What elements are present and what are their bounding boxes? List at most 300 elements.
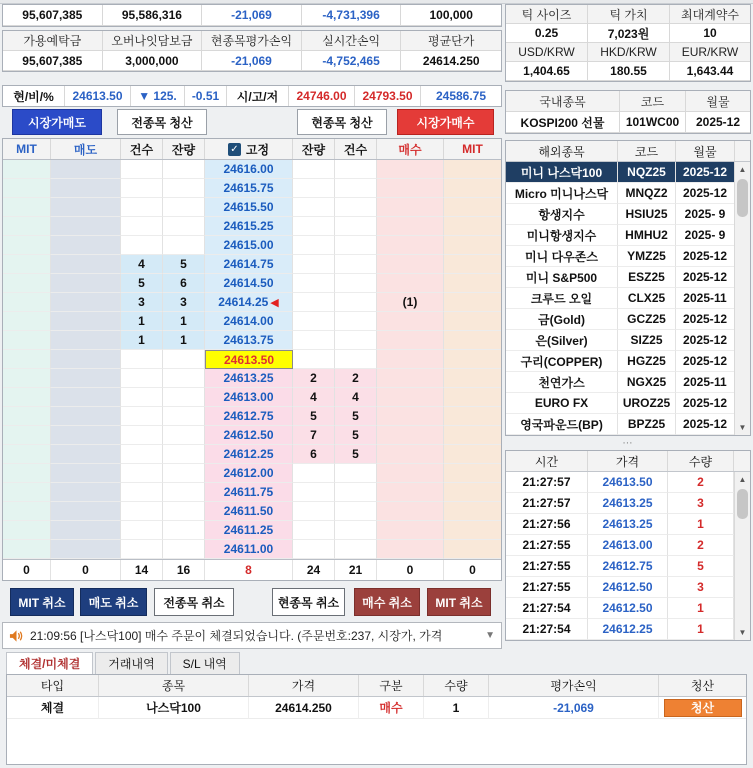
- eurkrw-value: 1,643.44: [670, 62, 750, 81]
- price-change-pct: -0.51: [185, 86, 227, 106]
- panel-splitter-handle[interactable]: ⋯: [622, 437, 634, 449]
- dom-cell-sell[interactable]: [51, 350, 121, 369]
- dom-cell-buy[interactable]: [377, 236, 444, 255]
- dom-cell-count-sell[interactable]: [121, 464, 163, 483]
- dom-cell-qty-sell[interactable]: [163, 160, 205, 179]
- dom-cell-buy[interactable]: [377, 407, 444, 426]
- dom-cell-price[interactable]: 24612.50: [205, 426, 293, 445]
- dom-cell-count-buy[interactable]: [335, 179, 377, 198]
- dom-cell-count-sell[interactable]: [121, 350, 163, 369]
- dom-cell-mit-buy[interactable]: [444, 217, 501, 236]
- dom-cell-qty-buy[interactable]: [293, 160, 335, 179]
- dom-cell-sell[interactable]: [51, 217, 121, 236]
- trade-time: 21:27:55: [506, 535, 588, 556]
- dom-cell-count-sell[interactable]: [121, 521, 163, 540]
- liquidate-position-button[interactable]: 청산: [664, 699, 742, 717]
- time-sales-table: [505, 450, 751, 641]
- dom-cell-count-sell[interactable]: [121, 198, 163, 217]
- scroll-up-icon[interactable]: ▲: [738, 165, 747, 174]
- account-detail-table: [2, 30, 502, 72]
- dom-cell-qty-sell[interactable]: [163, 198, 205, 217]
- dom-cell-mit-sell[interactable]: [3, 407, 51, 426]
- dom-cell-buy[interactable]: [377, 179, 444, 198]
- dom-cell-mit-sell[interactable]: [3, 502, 51, 521]
- time-sales-row: [506, 493, 750, 514]
- overseas-month: 2025-12: [676, 393, 735, 414]
- dom-cell-count-buy[interactable]: 5: [335, 407, 377, 426]
- dom-cell-mit-buy[interactable]: [444, 483, 501, 502]
- dom-price-row: [3, 426, 501, 445]
- dom-cell-qty-buy[interactable]: [293, 331, 335, 350]
- dom-cell-qty-buy[interactable]: [293, 236, 335, 255]
- dom-cell-buy[interactable]: [377, 217, 444, 236]
- dom-cell-mit-buy[interactable]: [444, 350, 501, 369]
- overseas-name: 구리(COPPER): [506, 351, 618, 372]
- overseas-scrollbar[interactable]: [734, 162, 750, 435]
- dom-cell-qty-sell[interactable]: [163, 350, 205, 369]
- dom-cell-qty-sell[interactable]: [163, 483, 205, 502]
- dom-cell-buy[interactable]: [377, 483, 444, 502]
- dom-cell-mit-buy[interactable]: [444, 198, 501, 217]
- dom-cell-count-buy[interactable]: [335, 312, 377, 331]
- dom-price-row: [3, 350, 501, 369]
- status-bar: [2, 622, 502, 649]
- dom-cell-buy[interactable]: [377, 464, 444, 483]
- dom-cell-count-sell[interactable]: [121, 236, 163, 255]
- month-header: 월물: [686, 91, 750, 112]
- execution-arrow-icon: ◀: [270, 296, 279, 309]
- dom-cell-mit-sell[interactable]: [3, 198, 51, 217]
- dom-cell-count-buy[interactable]: [335, 255, 377, 274]
- dom-cell-sell[interactable]: [51, 483, 121, 502]
- dom-cell-price[interactable]: 24614.50: [205, 274, 293, 293]
- dom-cell-mit-buy[interactable]: [444, 312, 501, 331]
- dom-cell-price[interactable]: 24613.50: [205, 350, 293, 369]
- dom-cell-buy[interactable]: [377, 198, 444, 217]
- dom-cell-count-buy[interactable]: [335, 331, 377, 350]
- overseas-row[interactable]: [506, 183, 750, 204]
- trade-price: 24612.50: [588, 598, 668, 619]
- sell-cancel-button[interactable]: 매도 취소: [80, 588, 147, 616]
- dom-cell-mit-sell[interactable]: [3, 236, 51, 255]
- fill-row: [7, 697, 746, 719]
- total-mit-sell: 0: [3, 560, 51, 580]
- dom-cell-price[interactable]: 24615.25: [205, 217, 293, 236]
- dom-cell-mit-buy[interactable]: [444, 502, 501, 521]
- dom-cell-mit-buy[interactable]: [444, 255, 501, 274]
- dom-cell-count-buy[interactable]: [335, 274, 377, 293]
- all-cancel-button[interactable]: 전종목 취소: [154, 588, 234, 616]
- dom-cell-count-buy[interactable]: 4: [335, 388, 377, 407]
- dom-cell-qty-sell[interactable]: 1: [163, 331, 205, 350]
- dom-cell-qty-buy[interactable]: [293, 312, 335, 331]
- dom-cell-qty-buy[interactable]: [293, 255, 335, 274]
- dom-cell-buy[interactable]: [377, 445, 444, 464]
- dom-cell-count-sell[interactable]: 1: [121, 312, 163, 331]
- dom-cell-mit-buy[interactable]: [444, 179, 501, 198]
- column-header: 평균단가: [401, 31, 501, 51]
- dom-cell-price[interactable]: 24616.00: [205, 160, 293, 179]
- dom-cell-qty-sell[interactable]: [163, 179, 205, 198]
- overseas-name: 미니 S&P500: [506, 267, 618, 288]
- current-cancel-button[interactable]: 현종목 취소: [272, 588, 345, 616]
- dom-cell-qty-sell[interactable]: 6: [163, 274, 205, 293]
- column-header: 현종목평가손익: [202, 31, 302, 51]
- overseas-row[interactable]: [506, 330, 750, 351]
- dom-cell-buy[interactable]: [377, 369, 444, 388]
- dom-cell-sell[interactable]: [51, 331, 121, 350]
- dom-cell-qty-sell[interactable]: [163, 521, 205, 540]
- dom-cell-qty-buy[interactable]: [293, 540, 335, 559]
- overseas-row[interactable]: [506, 372, 750, 393]
- overseas-row[interactable]: [506, 225, 750, 246]
- dom-cell-buy[interactable]: [377, 426, 444, 445]
- dom-cell-price[interactable]: 24614.25 ◀: [205, 293, 293, 312]
- dom-cell-count-buy[interactable]: 2: [335, 369, 377, 388]
- market-sell-button[interactable]: 시장가매도: [12, 109, 102, 135]
- dom-cell-mit-buy[interactable]: [444, 540, 501, 559]
- dom-cell-qty-sell[interactable]: [163, 388, 205, 407]
- dom-cell-mit-sell[interactable]: [3, 350, 51, 369]
- overseas-name: 미니 다우존스: [506, 246, 618, 267]
- dom-cell-buy[interactable]: [377, 312, 444, 331]
- dom-cell-sell[interactable]: [51, 293, 121, 312]
- dom-cell-qty-sell[interactable]: [163, 407, 205, 426]
- dom-cell-count-buy[interactable]: [335, 502, 377, 521]
- dom-cell-buy[interactable]: [377, 350, 444, 369]
- dom-cell-price[interactable]: 24611.25: [205, 521, 293, 540]
- dom-cell-count-buy[interactable]: [335, 217, 377, 236]
- dom-cell-mit-buy[interactable]: [444, 388, 501, 407]
- dom-cell-buy[interactable]: [377, 331, 444, 350]
- dom-cell-buy[interactable]: [377, 274, 444, 293]
- trade-qty: 5: [668, 556, 734, 577]
- dom-cell-price[interactable]: 24612.00: [205, 464, 293, 483]
- dom-cell-sell[interactable]: [51, 312, 121, 331]
- dom-cell-price[interactable]: 24614.00: [205, 312, 293, 331]
- overseas-name: EURO FX: [506, 393, 618, 414]
- dom-cell-mit-sell[interactable]: [3, 312, 51, 331]
- dom-price-row: [3, 331, 501, 350]
- dom-cell-sell[interactable]: [51, 407, 121, 426]
- dom-cell-price[interactable]: 24615.75: [205, 179, 293, 198]
- account-value: -21,069: [202, 51, 302, 71]
- scroll-down-icon[interactable]: ▼: [738, 423, 747, 432]
- dom-price-row: [3, 521, 501, 540]
- overseas-code: YMZ25: [618, 246, 676, 267]
- dom-cell-mit-sell[interactable]: [3, 160, 51, 179]
- dom-cell-count-sell[interactable]: [121, 426, 163, 445]
- trade-qty: 2: [668, 535, 734, 556]
- status-dropdown-icon[interactable]: ▼: [485, 630, 495, 641]
- dom-cell-qty-sell[interactable]: [163, 502, 205, 521]
- dom-cell-mit-sell[interactable]: [3, 426, 51, 445]
- overseas-name: 미니 나스닥100: [506, 162, 618, 183]
- dom-cell-qty-sell[interactable]: [163, 445, 205, 464]
- dom-cell-sell[interactable]: [51, 274, 121, 293]
- dom-cell-sell[interactable]: [51, 255, 121, 274]
- dom-cell-mit-buy[interactable]: [444, 331, 501, 350]
- dom-cell-mit-sell[interactable]: [3, 540, 51, 559]
- dom-cell-count-buy[interactable]: [335, 483, 377, 502]
- dom-cell-count-sell[interactable]: [121, 179, 163, 198]
- dom-cell-qty-buy[interactable]: 2: [293, 369, 335, 388]
- dom-cell-price[interactable]: 24611.00: [205, 540, 293, 559]
- dom-cell-mit-sell[interactable]: [3, 331, 51, 350]
- dom-cell-sell[interactable]: [51, 426, 121, 445]
- dom-cell-buy[interactable]: [377, 502, 444, 521]
- dom-cell-price[interactable]: 24613.00: [205, 388, 293, 407]
- dom-cell-qty-buy[interactable]: [293, 274, 335, 293]
- trade-qty: 2: [668, 472, 734, 493]
- dom-cell-price[interactable]: 24614.75: [205, 255, 293, 274]
- dom-cell-count-buy[interactable]: [335, 293, 377, 312]
- dom-cell-mit-sell[interactable]: [3, 388, 51, 407]
- overseas-row[interactable]: [506, 246, 750, 267]
- account-value: 3,000,000: [103, 51, 203, 71]
- fill-price: 24614.250: [249, 697, 359, 719]
- tab-sl[interactable]: S/L 내역: [170, 652, 240, 674]
- scroll-up-icon[interactable]: ▲: [738, 475, 747, 484]
- dom-cell-qty-buy[interactable]: 5: [293, 407, 335, 426]
- mit-cancel-sell-button[interactable]: MIT 취소: [10, 588, 74, 616]
- dom-cell-price[interactable]: 24611.75: [205, 483, 293, 502]
- overseas-name: 크루드 오일: [506, 288, 618, 309]
- dom-cell-count-sell[interactable]: [121, 407, 163, 426]
- dom-cell-price[interactable]: 24611.50: [205, 502, 293, 521]
- dom-cell-qty-buy[interactable]: [293, 521, 335, 540]
- dom-cell-count-sell[interactable]: [121, 160, 163, 179]
- dom-cell-count-sell[interactable]: [121, 369, 163, 388]
- dom-cell-count-sell[interactable]: 3: [121, 293, 163, 312]
- trade-price: 24612.75: [588, 556, 668, 577]
- dom-cell-price[interactable]: 24615.00: [205, 236, 293, 255]
- dom-cell-sell[interactable]: [51, 236, 121, 255]
- overseas-row[interactable]: [506, 351, 750, 372]
- liquidate-current-button[interactable]: 현종목 청산: [297, 109, 387, 135]
- domestic-month: 2025-12: [686, 112, 750, 133]
- dom-cell-sell[interactable]: [51, 179, 121, 198]
- dom-cell-qty-sell[interactable]: [163, 540, 205, 559]
- dom-cell-mit-sell[interactable]: [3, 483, 51, 502]
- dom-cell-price[interactable]: 24612.25: [205, 445, 293, 464]
- hkdkrw-header: HKD/KRW: [588, 43, 670, 62]
- dom-price-row: [3, 369, 501, 388]
- dom-cell-qty-buy[interactable]: [293, 293, 335, 312]
- dom-cell-sell[interactable]: [51, 369, 121, 388]
- dom-cell-mit-buy[interactable]: [444, 445, 501, 464]
- dom-cell-qty-sell[interactable]: 5: [163, 255, 205, 274]
- time-sales-row: [506, 577, 750, 598]
- dom-cell-qty-buy[interactable]: [293, 217, 335, 236]
- dom-cell-qty-sell[interactable]: [163, 426, 205, 445]
- dom-cell-buy[interactable]: [377, 160, 444, 179]
- summary-value: -4,731,396: [302, 5, 402, 26]
- price-header: 가격: [249, 675, 359, 696]
- buy-cancel-button[interactable]: 매수 취소: [354, 588, 420, 616]
- dom-cell-qty-buy[interactable]: 7: [293, 426, 335, 445]
- dom-cell-count-sell[interactable]: [121, 445, 163, 464]
- overseas-row[interactable]: [506, 162, 750, 183]
- scroll-down-icon[interactable]: ▼: [738, 628, 747, 637]
- dom-cell-count-buy[interactable]: 5: [335, 445, 377, 464]
- dom-cell-mit-sell[interactable]: [3, 464, 51, 483]
- quote-summary-row: [2, 85, 502, 107]
- summary-value: 95,586,316: [103, 5, 203, 26]
- dom-cell-count-buy[interactable]: [335, 521, 377, 540]
- type-header: 타입: [7, 675, 99, 696]
- mit-cancel-buy-button[interactable]: MIT 취소: [427, 588, 491, 616]
- trade-qty: 1: [668, 598, 734, 619]
- trade-price: 24612.25: [588, 619, 668, 640]
- dom-cell-mit-buy[interactable]: [444, 426, 501, 445]
- dom-cell-mit-buy[interactable]: [444, 293, 501, 312]
- overseas-row[interactable]: [506, 393, 750, 414]
- bottom-tab-bar: [6, 652, 240, 674]
- dom-cell-qty-buy[interactable]: [293, 502, 335, 521]
- dom-cell-qty-sell[interactable]: [163, 217, 205, 236]
- dom-cell-mit-sell[interactable]: [3, 255, 51, 274]
- order-button-row: [2, 109, 502, 136]
- dom-cell-buy[interactable]: [377, 255, 444, 274]
- dom-cell-price[interactable]: 24615.50: [205, 198, 293, 217]
- total-qty-sell: 16: [163, 560, 205, 580]
- price-change: ▼ 125.: [131, 86, 185, 106]
- dom-cell-buy[interactable]: [377, 521, 444, 540]
- fixed-checkbox[interactable]: ✓: [228, 143, 241, 156]
- dom-price-row: [3, 236, 501, 255]
- total-count-sell: 14: [121, 560, 163, 580]
- dom-cell-sell[interactable]: [51, 160, 121, 179]
- dom-cell-count-buy[interactable]: [335, 464, 377, 483]
- overseas-row[interactable]: [506, 414, 750, 435]
- quote-label-ohl: 시/고/저: [227, 86, 289, 106]
- time-sales-scrollbar[interactable]: [734, 472, 750, 640]
- dom-cell-sell[interactable]: [51, 502, 121, 521]
- dom-cell-sell[interactable]: [51, 521, 121, 540]
- dom-cell-qty-sell[interactable]: 3: [163, 293, 205, 312]
- qty-header: 잔량: [163, 139, 205, 159]
- scrollbar-thumb[interactable]: [737, 179, 748, 217]
- market-buy-button[interactable]: 시장가매수: [397, 109, 494, 135]
- dom-price-row: [3, 274, 501, 293]
- dom-cell-buy[interactable]: [377, 388, 444, 407]
- dom-cell-mit-buy[interactable]: [444, 464, 501, 483]
- dom-cell-qty-sell[interactable]: [163, 464, 205, 483]
- dom-cell-sell[interactable]: [51, 445, 121, 464]
- dom-cell-price[interactable]: 24612.75: [205, 407, 293, 426]
- dom-cell-sell[interactable]: [51, 198, 121, 217]
- trade-qty: 1: [668, 619, 734, 640]
- dom-cell-qty-buy[interactable]: [293, 198, 335, 217]
- dom-cell-count-buy[interactable]: [335, 160, 377, 179]
- dom-cell-count-sell[interactable]: [121, 217, 163, 236]
- dom-price-row: [3, 312, 501, 331]
- overseas-symbol-table: [505, 140, 751, 436]
- tab-fills[interactable]: 체결/미체결: [6, 652, 93, 674]
- dom-cell-qty-buy[interactable]: [293, 350, 335, 369]
- dom-cell-mit-sell[interactable]: [3, 274, 51, 293]
- scrollbar-spacer: [735, 141, 750, 161]
- dom-cell-mit-buy[interactable]: [444, 274, 501, 293]
- dom-cell-qty-sell[interactable]: [163, 369, 205, 388]
- tab-history[interactable]: 거래내역: [95, 652, 167, 674]
- summary-value: 95,607,385: [3, 5, 103, 26]
- dom-cell-count-buy[interactable]: [335, 540, 377, 559]
- dom-cell-qty-buy[interactable]: [293, 483, 335, 502]
- dom-cell-count-sell[interactable]: 4: [121, 255, 163, 274]
- order-book-ladder: [2, 138, 502, 581]
- dom-cell-count-buy[interactable]: [335, 350, 377, 369]
- dom-cell-buy[interactable]: (1): [377, 293, 444, 312]
- column-header: 가용예탁금: [3, 31, 103, 51]
- overseas-row[interactable]: [506, 204, 750, 225]
- dom-cell-count-sell[interactable]: [121, 502, 163, 521]
- overseas-row[interactable]: [506, 309, 750, 330]
- dom-cell-mit-buy[interactable]: [444, 407, 501, 426]
- dom-cell-count-sell[interactable]: [121, 388, 163, 407]
- dom-price-row: [3, 445, 501, 464]
- dom-cell-buy[interactable]: [377, 540, 444, 559]
- dom-cell-count-sell[interactable]: 5: [121, 274, 163, 293]
- total-net: 8: [205, 560, 293, 580]
- dom-cell-qty-sell[interactable]: [163, 236, 205, 255]
- scrollbar-thumb[interactable]: [737, 489, 748, 519]
- domestic-symbol[interactable]: KOSPI200 선물: [506, 112, 620, 133]
- overseas-row[interactable]: [506, 288, 750, 309]
- overseas-month: 2025-12: [676, 183, 735, 204]
- dom-cell-mit-buy[interactable]: [444, 236, 501, 255]
- dom-cell-mit-sell[interactable]: [3, 521, 51, 540]
- dom-cell-count-sell[interactable]: [121, 483, 163, 502]
- dom-cell-qty-sell[interactable]: 1: [163, 312, 205, 331]
- dom-cell-sell[interactable]: [51, 388, 121, 407]
- total-buy: 0: [377, 560, 444, 580]
- dom-cell-count-sell[interactable]: [121, 540, 163, 559]
- dom-cell-mit-sell[interactable]: [3, 293, 51, 312]
- dom-cell-sell[interactable]: [51, 464, 121, 483]
- overseas-code: BPZ25: [618, 414, 676, 435]
- trade-price: 24612.50: [588, 577, 668, 598]
- dom-cell-count-buy[interactable]: [335, 236, 377, 255]
- dom-cell-mit-buy[interactable]: [444, 160, 501, 179]
- dom-cell-mit-sell[interactable]: [3, 369, 51, 388]
- dom-cell-price[interactable]: 24613.75: [205, 331, 293, 350]
- dom-cell-mit-buy[interactable]: [444, 521, 501, 540]
- dom-cell-qty-buy[interactable]: [293, 179, 335, 198]
- fixed-header: [205, 139, 293, 159]
- dom-cell-count-sell[interactable]: 1: [121, 331, 163, 350]
- dom-cell-mit-buy[interactable]: [444, 369, 501, 388]
- code-header: 코드: [620, 91, 686, 112]
- overseas-row[interactable]: [506, 267, 750, 288]
- code-header: 코드: [618, 141, 676, 161]
- dom-cell-qty-buy[interactable]: 4: [293, 388, 335, 407]
- summary-value: -21,069: [202, 5, 302, 26]
- dom-cell-price[interactable]: 24613.25: [205, 369, 293, 388]
- dom-price-row: [3, 407, 501, 426]
- dom-cell-sell[interactable]: [51, 540, 121, 559]
- dom-cell-count-buy[interactable]: [335, 198, 377, 217]
- dom-cell-mit-sell[interactable]: [3, 217, 51, 236]
- dom-cell-mit-sell[interactable]: [3, 445, 51, 464]
- dom-cell-qty-buy[interactable]: [293, 464, 335, 483]
- dom-cell-count-buy[interactable]: 5: [335, 426, 377, 445]
- liquidate-all-button[interactable]: 전종목 청산: [117, 109, 207, 135]
- dom-cell-mit-sell[interactable]: [3, 179, 51, 198]
- dom-cell-qty-buy[interactable]: 6: [293, 445, 335, 464]
- quote-label-current: 현/비/%: [3, 86, 65, 106]
